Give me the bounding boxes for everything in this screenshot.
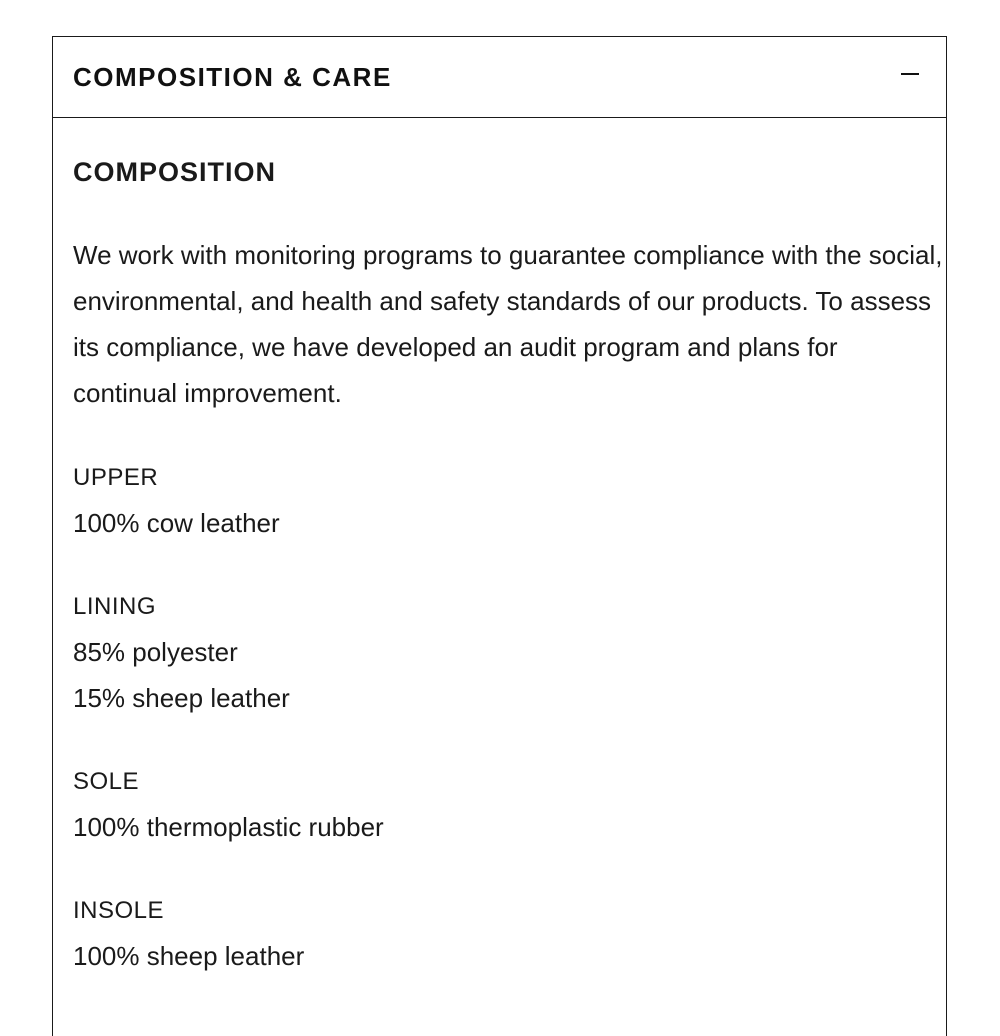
accordion-title: COMPOSITION & CARE bbox=[73, 61, 392, 92]
material-value: 100% thermoplastic rubber bbox=[73, 812, 384, 842]
composition-care-accordion bbox=[52, 36, 947, 1036]
composition-description: We work with monitoring programs to guarantee compliance with the social, environmental, and health and safety standards of our products. To assess its compliance, we have developed an audit program and plans for continual improvement. bbox=[73, 240, 943, 408]
accordion-header[interactable] bbox=[53, 37, 946, 118]
material-group-sole bbox=[73, 767, 926, 850]
material-label: SOLE bbox=[73, 768, 140, 795]
material-value: 85% polyester bbox=[73, 637, 238, 667]
material-label: INSOLE bbox=[73, 897, 165, 924]
minus-icon-bar bbox=[901, 73, 919, 75]
material-label: LINING bbox=[73, 593, 157, 620]
material-value: 100% sheep leather bbox=[73, 941, 305, 971]
material-group-upper bbox=[73, 463, 926, 546]
material-label: UPPER bbox=[73, 464, 159, 491]
minus-icon[interactable] bbox=[898, 65, 922, 89]
composition-heading: COMPOSITION bbox=[73, 157, 277, 187]
accordion-content bbox=[53, 118, 946, 979]
material-value: 100% cow leather bbox=[73, 508, 280, 538]
material-group-lining bbox=[73, 592, 926, 721]
materials-list bbox=[73, 463, 926, 979]
material-group-insole bbox=[73, 896, 926, 979]
material-value: 15% sheep leather bbox=[73, 683, 290, 713]
